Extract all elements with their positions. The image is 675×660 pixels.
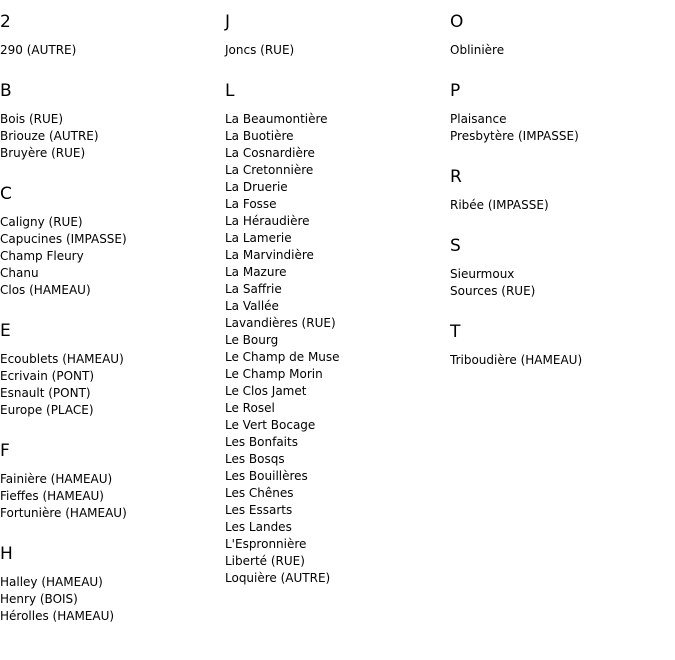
street-list: [450, 111, 670, 145]
index-column-3: [450, 0, 670, 391]
street-item[interactable]: La Buotière: [225, 129, 294, 143]
street-item[interactable]: Le Champ Morin: [225, 367, 323, 381]
letter-heading: C: [0, 184, 12, 204]
street-item[interactable]: Henry (BOIS): [0, 592, 78, 606]
street-item[interactable]: La Mazure: [225, 265, 287, 279]
street-item[interactable]: La Lamerie: [225, 231, 292, 245]
street-item[interactable]: Le Bourg: [225, 333, 279, 347]
letter-heading: L: [225, 81, 235, 101]
street-item[interactable]: Fieffes (HAMEAU): [0, 489, 104, 503]
street-item[interactable]: Briouze (AUTRE): [0, 129, 99, 143]
street-item[interactable]: Le Champ de Muse: [225, 350, 340, 364]
street-item[interactable]: Clos (HAMEAU): [0, 283, 91, 297]
street-item[interactable]: La Beaumontière: [225, 112, 328, 126]
street-item[interactable]: Le Clos Jamet: [225, 384, 307, 398]
street-item[interactable]: La Saffrie: [225, 282, 282, 296]
letter-group: [0, 441, 220, 522]
street-item[interactable]: Hérolles (HAMEAU): [0, 609, 115, 623]
letter-group: [0, 184, 220, 299]
letter-heading: P: [450, 81, 461, 101]
street-list: [0, 214, 220, 299]
letter-group: [450, 322, 670, 369]
letter-heading: J: [225, 12, 231, 32]
street-item[interactable]: La Marvindière: [225, 248, 314, 262]
street-item[interactable]: Les Chênes: [225, 486, 294, 500]
street-list: [225, 111, 445, 587]
index-column-2: [225, 0, 445, 609]
letter-group: [450, 236, 670, 300]
street-item[interactable]: Les Bosqs: [225, 452, 285, 466]
street-item[interactable]: Ecrivain (PONT): [0, 369, 95, 383]
letter-group: [450, 81, 670, 145]
street-list: [0, 351, 220, 419]
street-list: [450, 42, 670, 59]
street-item[interactable]: Les Bouillères: [225, 469, 308, 483]
letter-heading: 2: [0, 12, 11, 32]
street-item[interactable]: Capucines (IMPASSE): [0, 232, 127, 246]
street-item[interactable]: Ecoublets (HAMEAU): [0, 352, 124, 366]
street-list: [0, 471, 220, 522]
street-item[interactable]: Champ Fleury: [0, 249, 84, 263]
letter-heading: S: [450, 236, 461, 256]
street-item[interactable]: Europe (PLACE): [0, 403, 94, 417]
letter-heading: O: [450, 12, 464, 32]
street-item[interactable]: Presbytère (IMPASSE): [450, 129, 579, 143]
letter-heading: R: [450, 167, 462, 187]
street-item[interactable]: L'Espronnière: [225, 537, 307, 551]
street-item[interactable]: Fortunière (HAMEAU): [0, 506, 127, 520]
street-item[interactable]: Ribée (IMPASSE): [450, 198, 549, 212]
street-item[interactable]: Fainière (HAMEAU): [0, 472, 113, 486]
letter-group: [225, 12, 445, 59]
street-item[interactable]: Liberté (RUE): [225, 554, 305, 568]
street-item[interactable]: Les Bonfaits: [225, 435, 298, 449]
letter-group: [0, 544, 220, 625]
street-item[interactable]: La Cosnardière: [225, 146, 315, 160]
street-item[interactable]: Les Landes: [225, 520, 292, 534]
street-list: [225, 42, 445, 59]
street-item[interactable]: La Héraudière: [225, 214, 310, 228]
street-item[interactable]: Triboudière (HAMEAU): [450, 353, 583, 367]
street-list: [450, 352, 670, 369]
index-column-1: [0, 0, 220, 647]
letter-group: [0, 321, 220, 419]
letter-heading: B: [0, 81, 12, 101]
street-item[interactable]: Caligny (RUE): [0, 215, 83, 229]
street-item[interactable]: Les Essarts: [225, 503, 293, 517]
street-item[interactable]: Lavandières (RUE): [225, 316, 336, 330]
letter-heading: T: [450, 322, 461, 342]
street-item[interactable]: La Fosse: [225, 197, 277, 211]
street-item[interactable]: Loquière (AUTRE): [225, 571, 331, 585]
letter-heading: E: [0, 321, 11, 341]
street-list: [0, 574, 220, 625]
letter-group: [225, 81, 445, 587]
street-item[interactable]: Oblinière: [450, 43, 505, 57]
street-item[interactable]: Le Rosel: [225, 401, 275, 415]
street-item[interactable]: Sieurmoux: [450, 267, 515, 281]
street-list: [0, 42, 220, 59]
street-list: [450, 197, 670, 214]
letter-heading: F: [0, 441, 10, 461]
street-item[interactable]: La Cretonnière: [225, 163, 314, 177]
letter-group: [0, 12, 220, 59]
street-item[interactable]: Esnault (PONT): [0, 386, 91, 400]
street-item[interactable]: Bruyère (RUE): [0, 146, 86, 160]
street-item[interactable]: 290 (AUTRE): [0, 43, 77, 57]
street-list: [450, 266, 670, 300]
street-item[interactable]: La Druerie: [225, 180, 288, 194]
street-item[interactable]: Chanu: [0, 266, 39, 280]
street-item[interactable]: La Vallée: [225, 299, 279, 313]
letter-group: [450, 12, 670, 59]
letter-group: [0, 81, 220, 162]
street-item[interactable]: Plaisance: [450, 112, 507, 126]
street-item[interactable]: Bois (RUE): [0, 112, 64, 126]
street-item[interactable]: Le Vert Bocage: [225, 418, 316, 432]
street-list: [0, 111, 220, 162]
letter-heading: H: [0, 544, 13, 564]
street-item[interactable]: Halley (HAMEAU): [0, 575, 103, 589]
street-item[interactable]: Joncs (RUE): [225, 43, 295, 57]
street-item[interactable]: Sources (RUE): [450, 284, 536, 298]
letter-group: [450, 167, 670, 214]
